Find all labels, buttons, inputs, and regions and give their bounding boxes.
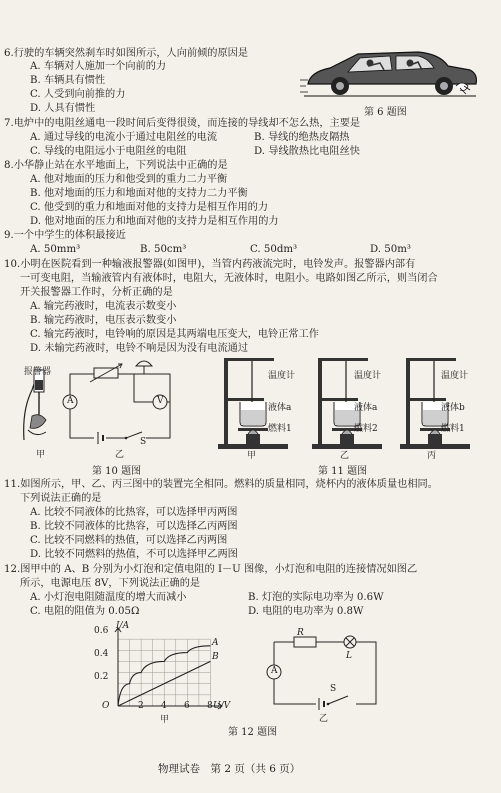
graph-ytick-0.2: 0.2	[94, 672, 109, 682]
q8-option-a: A. 他对地面的压力和他受到的重力二力平衡	[30, 174, 228, 185]
iu-grid	[118, 639, 210, 706]
fig10-jia-label: 甲	[36, 450, 46, 460]
setup-bing-name: 丙	[427, 451, 437, 461]
q6-option-d: D. 人具有惯性	[30, 103, 96, 114]
q11-caption: 第 11 题图	[318, 466, 368, 477]
q11-stem-1: 11.如图所示，甲、乙、丙三图中的装置完全相同。燃料的质量相同，烧杯内的液体质量也相同。	[4, 479, 438, 490]
q7-stem: 7.电炉中的电阻丝通电一段时间后变得很烫，而连接的导线却不怎么热，主要是	[4, 118, 361, 129]
circuit-r-label: R	[297, 628, 304, 638]
graph-ylabel: I/A	[116, 621, 130, 631]
q8-option-b: B. 他对地面的压力和地面对他的支持力二力平衡	[30, 188, 248, 199]
setup-jia-thermometer: 温度计	[268, 371, 296, 381]
q10-caption: 第 10 题图	[92, 466, 142, 477]
setup-yi-thermometer: 温度计	[354, 371, 382, 381]
q7-option-a: A. 通过导线的电流小于通过电阻丝的电流	[30, 132, 218, 143]
q8-option-d: D. 他对地面的压力和地面对他的支持力是相互作用的力	[30, 216, 279, 227]
q8-option-c: C. 他受到的重力和地面对他的支持力是相互作用的力	[30, 202, 269, 213]
setup-yi-name: 乙	[340, 451, 350, 461]
graph-xlabel: U/V	[213, 701, 231, 711]
setup-bing-fuel: 燃料1	[441, 424, 465, 434]
q7-option-d: D. 导线散热比电阻丝快	[254, 146, 360, 157]
car-braking-illustration	[300, 50, 480, 102]
q12-option-c: C. 电阻的阻值为 0.05Ω	[30, 606, 140, 617]
graph-xtick-6: 6	[184, 701, 190, 711]
setup-bing-thermometer: 温度计	[441, 371, 469, 381]
circuit-name: 乙	[319, 714, 329, 724]
q11-stem-2: 下列说法正确的是	[20, 493, 102, 504]
q12-option-b: B. 灯泡的实际电功率为 0.6W	[248, 592, 384, 603]
q9-option-b: B. 50cm³	[140, 244, 187, 255]
q10-stem-3: 开关报警器工作时，分析正确的是	[20, 287, 173, 298]
graph-ytick-0.4: 0.4	[94, 649, 109, 659]
q11-option-a: A. 比较不同液体的比热容，可以选择甲丙两图	[30, 507, 238, 518]
q12-stem-2: 所示，电源电压 8V，下列说法正确的是	[20, 578, 201, 589]
graph-xtick-4: 4	[161, 701, 167, 711]
q10-stem-1: 10.小明在医院看到一种输液报警器(如图甲)，当管内药液流完时，电铃发声。报警器内部有	[4, 259, 416, 270]
q12-option-d: D. 电阻的电功率为 0.8W	[248, 606, 364, 617]
setup-jia-name: 甲	[247, 451, 257, 461]
graph-origin: O	[102, 701, 110, 711]
q6-option-b: B. 车辆具有惯性	[30, 75, 106, 86]
q11-option-b: B. 比较不同液体的比热容，可以选择乙丙两图	[30, 521, 238, 532]
q12-caption: 第 12 题图	[228, 727, 278, 738]
graph-ytick-0.6: 0.6	[94, 626, 109, 636]
page-footer: 物理试卷 第 2 页（共 6 页）	[158, 763, 301, 775]
q12-stem-1: 12.图甲中的 A、B 分别为小灯泡和定值电阻的 I－U 图像，小灯泡和电阻的连接情况如图乙	[4, 564, 418, 575]
graph-xtick-8: 8	[207, 701, 213, 711]
graph-name: 甲	[160, 715, 170, 725]
alarm-label: 报警器	[24, 367, 52, 377]
setup-yi-fuel: 燃料2	[354, 424, 378, 434]
fig10-switch-label: S	[140, 437, 147, 447]
q6-stem: 6.行驶的车辆突然刹车时如图所示，人向前倾的原因是	[4, 48, 249, 59]
q11-option-c: C. 比较不同燃料的热值，可以选择乙丙两图	[30, 535, 228, 546]
curve-a-label: A	[212, 638, 219, 648]
q6-option-a: A. 车辆对人施加一个向前的力	[30, 61, 167, 72]
setup-jia-liquid: 液体a	[268, 403, 292, 413]
graph-xtick-2: 2	[138, 701, 144, 711]
q9-option-d: D. 50m³	[370, 244, 411, 255]
circuit-l-label: L	[346, 651, 352, 661]
q7-option-c: C. 导线的电阻远小于电阻丝的电阻	[30, 146, 187, 157]
q11-option-d: D. 比较不同燃料的热值，不可以选择甲乙两图	[30, 549, 238, 560]
switch-s-symbol	[318, 688, 378, 710]
setup-jia-fuel: 燃料1	[268, 424, 292, 434]
circuit-ammeter-label: A	[271, 666, 278, 676]
circuit-switch-label: S	[330, 684, 337, 694]
q9-option-a: A. 50mm³	[30, 244, 81, 255]
q10-option-d: D. 未输完药液时，电铃不响是因为没有电流通过	[30, 343, 249, 354]
q12-option-a: A. 小灯泡电阻随温度的增大而减小	[30, 592, 187, 603]
q7-option-b: B. 导线的绝热皮隔热	[254, 132, 350, 143]
curve-b-label: B	[212, 652, 219, 662]
iu-axes	[115, 628, 222, 709]
setup-yi-liquid: 液体a	[354, 403, 378, 413]
fig10-ammeter: A	[67, 396, 74, 406]
q10-option-a: A. 输完药液时，电流表示数变小	[30, 301, 177, 312]
q9-option-c: C. 50dm³	[250, 244, 298, 255]
fig10-yi-label: 乙	[115, 450, 125, 460]
fig10-voltmeter: V	[157, 396, 164, 406]
q10-option-b: B. 输完药液时，电压表示数变小	[30, 315, 177, 326]
q6-option-c: C. 人受到向前推的力	[30, 89, 126, 100]
q9-stem: 9.一个中学生的体积最接近	[4, 230, 126, 241]
q8-stem: 8.小华静止站在水平地面上，下列说法中正确的是	[4, 160, 228, 171]
q6-caption: 第 6 题图	[364, 107, 407, 118]
q10-option-c: C. 输完药液时，电铃响的原因是其两端电压变大，电铃正常工作	[30, 329, 319, 340]
setup-bing-liquid: 液体b	[441, 403, 465, 413]
q10-stem-2: 一可变电阻，当输液管内有液体时，电阻大，无液体时，电阻小。电路如图乙所示，则当闭合	[20, 273, 438, 284]
